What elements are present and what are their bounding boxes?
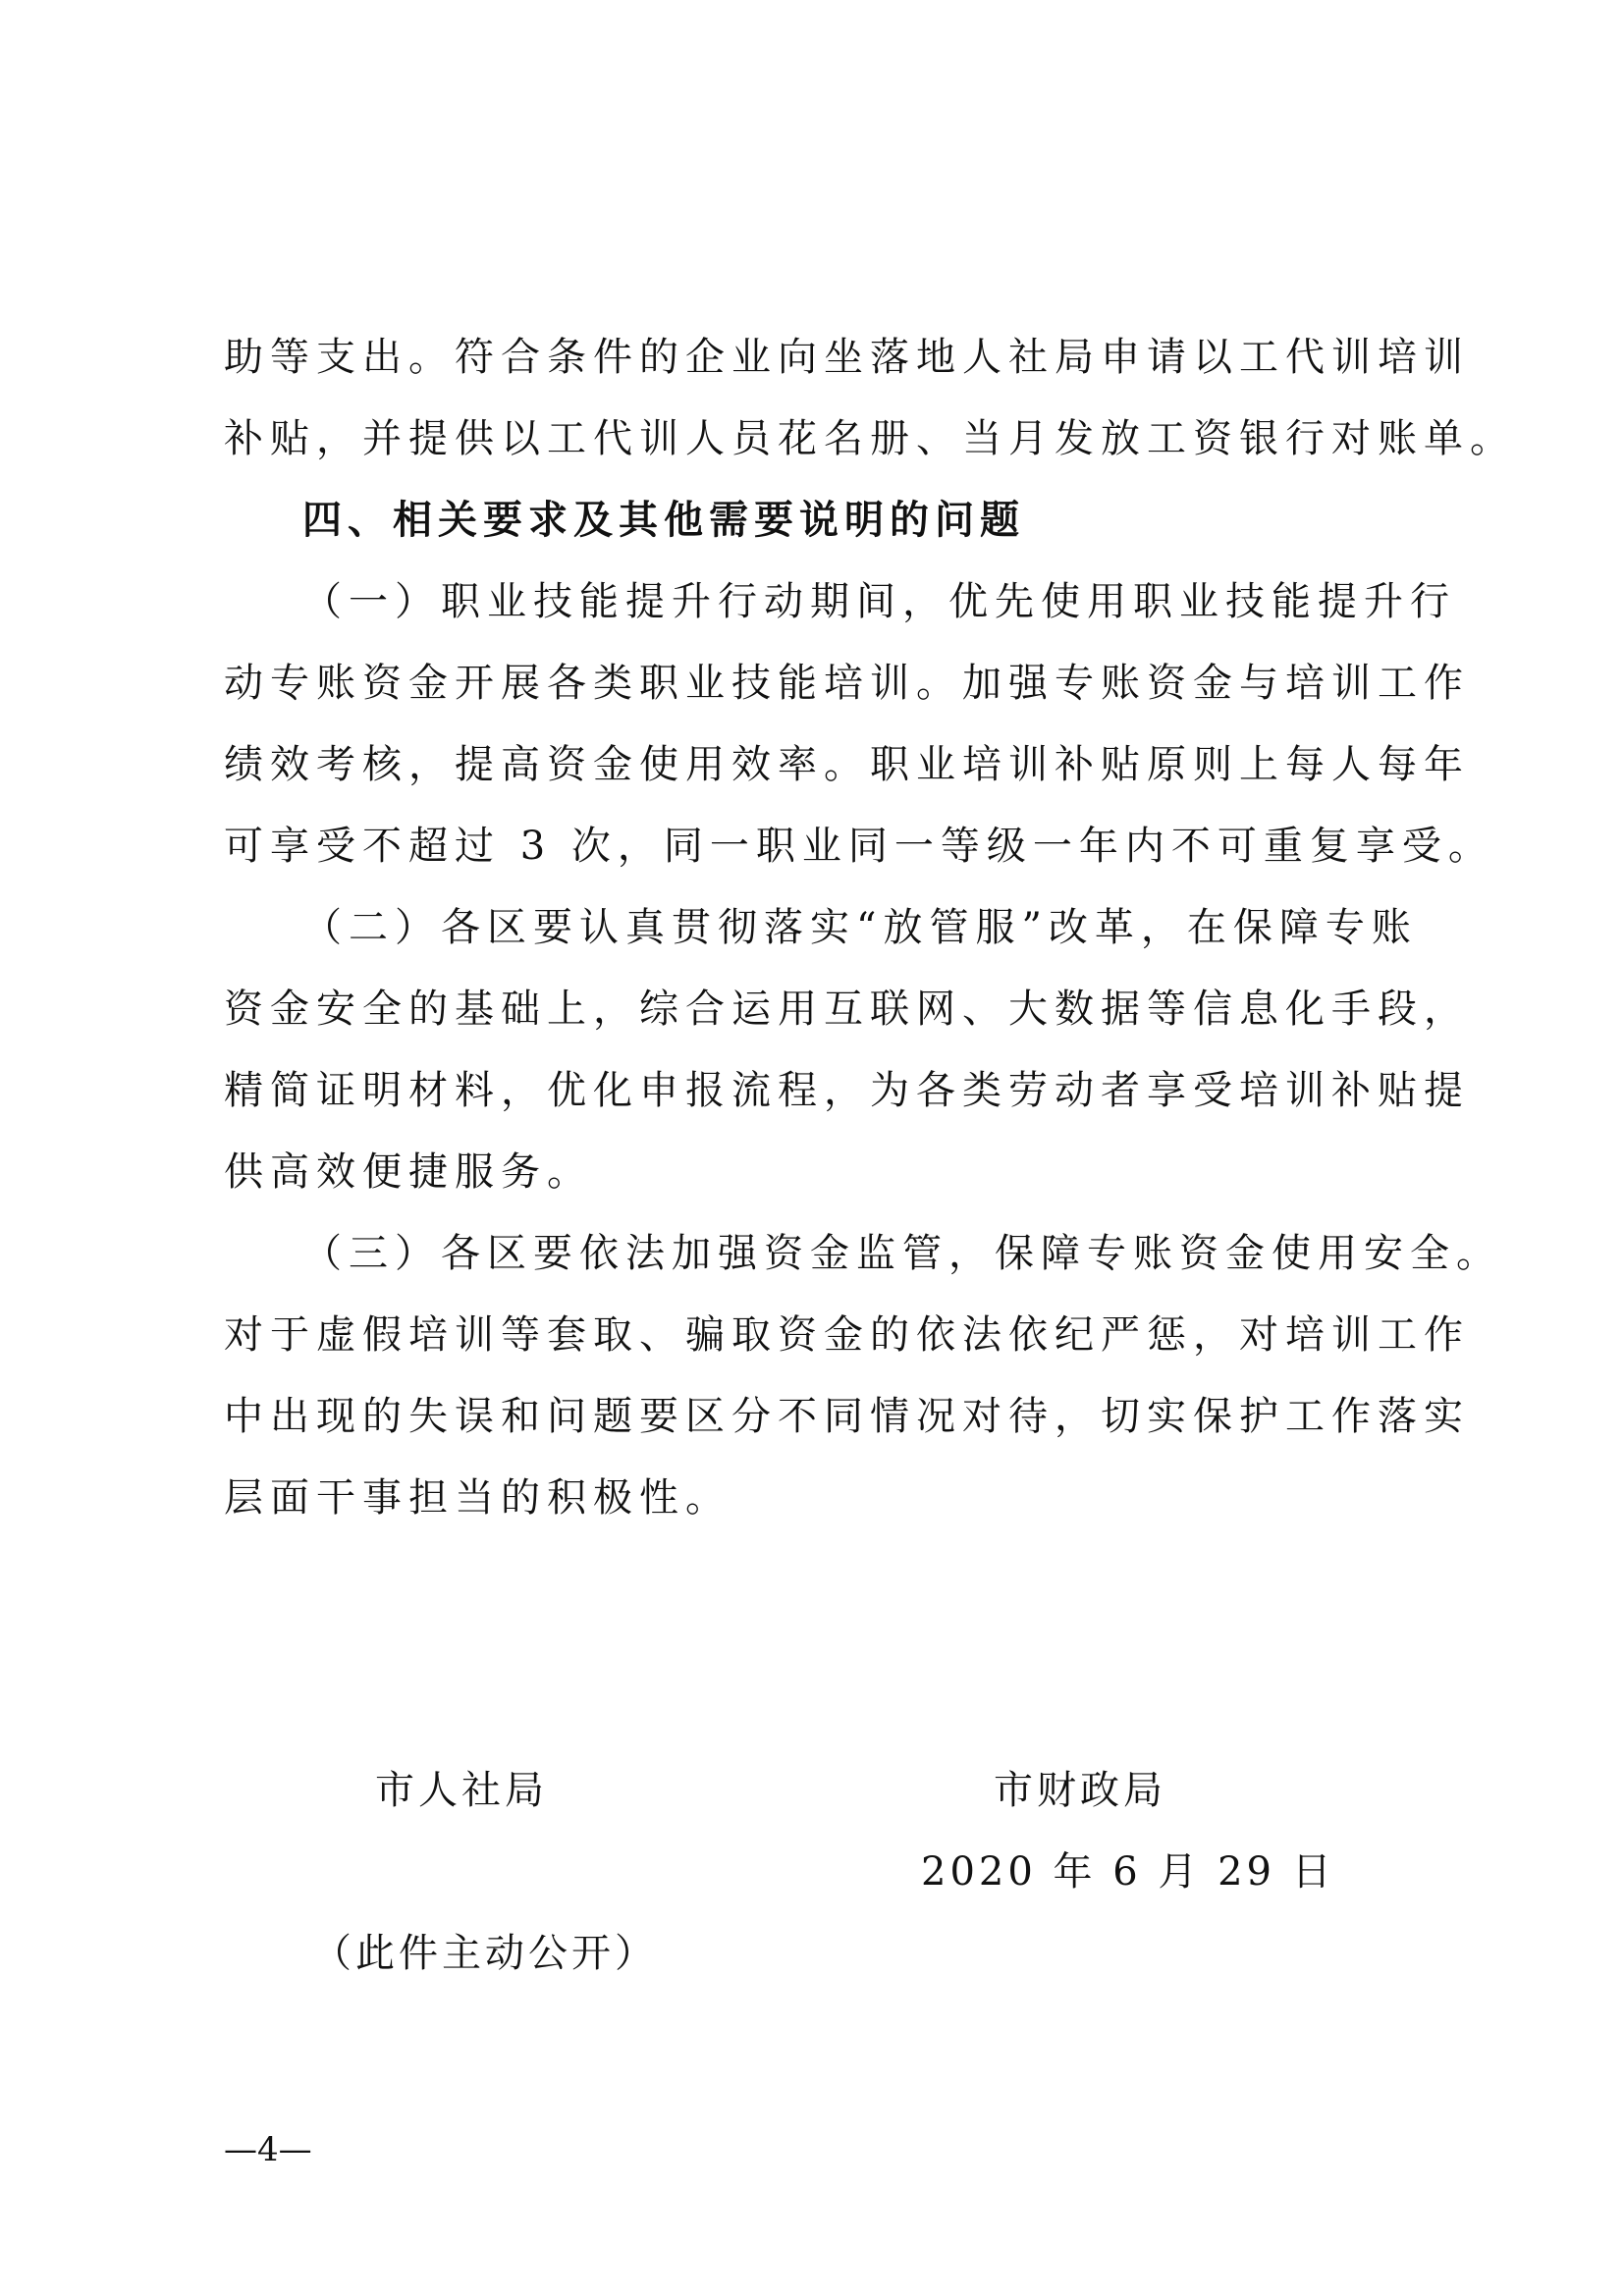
paragraph-1-first-line: （一）职业技能提升行动期间，优先使用职业技能提升行 [302,579,1456,624]
body-line: 对于虚假培训等套取、骗取资金的依法依纪严惩，对培训工作 [224,1312,1470,1358]
body-line: 绩效考核，提高资金使用效率。职业培训补贴原则上每人每年 [224,742,1470,787]
signature-date: 2020 年 6 月 29 日 [921,1849,1335,1895]
section-heading: 四、相关要求及其他需要说明的问题 [302,498,1025,543]
page-number: —4— [224,2130,312,2169]
body-line: 动专账资金开展各类职业技能培训。加强专账资金与培训工作 [224,661,1470,706]
body-line: 补贴，并提供以工代训人员花名册、当月发放工资银行对账单。 [224,416,1516,461]
body-line: 层面干事担当的积极性。 [224,1475,731,1521]
signature-left-org: 市人社局 [375,1768,548,1813]
paragraph-2-first-line: （二）各区要认真贯彻落实“放管服”改革，在保障专账 [302,905,1418,950]
disclosure-note: （此件主动公开） [312,1931,658,1976]
body-line: 精简证明材料，优化申报流程，为各类劳动者享受培训补贴提 [224,1068,1470,1113]
body-line: 供高效便捷服务。 [224,1149,593,1195]
body-line: 中出现的失误和问题要区分不同情况对待，切实保护工作落实 [224,1394,1470,1439]
body-line: 可享受不超过 3 次，同一职业同一等级一年内不可重复享受。 [224,824,1494,869]
body-line: 资金安全的基础上，综合运用互联网、大数据等信息化手段， [224,987,1470,1032]
signature-right-org: 市财政局 [994,1768,1166,1813]
body-line: 助等支出。符合条件的企业向坐落地人社局申请以工代训培训 [224,335,1470,380]
paragraph-3-first-line: （三）各区要依法加强资金监管，保障专账资金使用安全。 [302,1231,1502,1276]
